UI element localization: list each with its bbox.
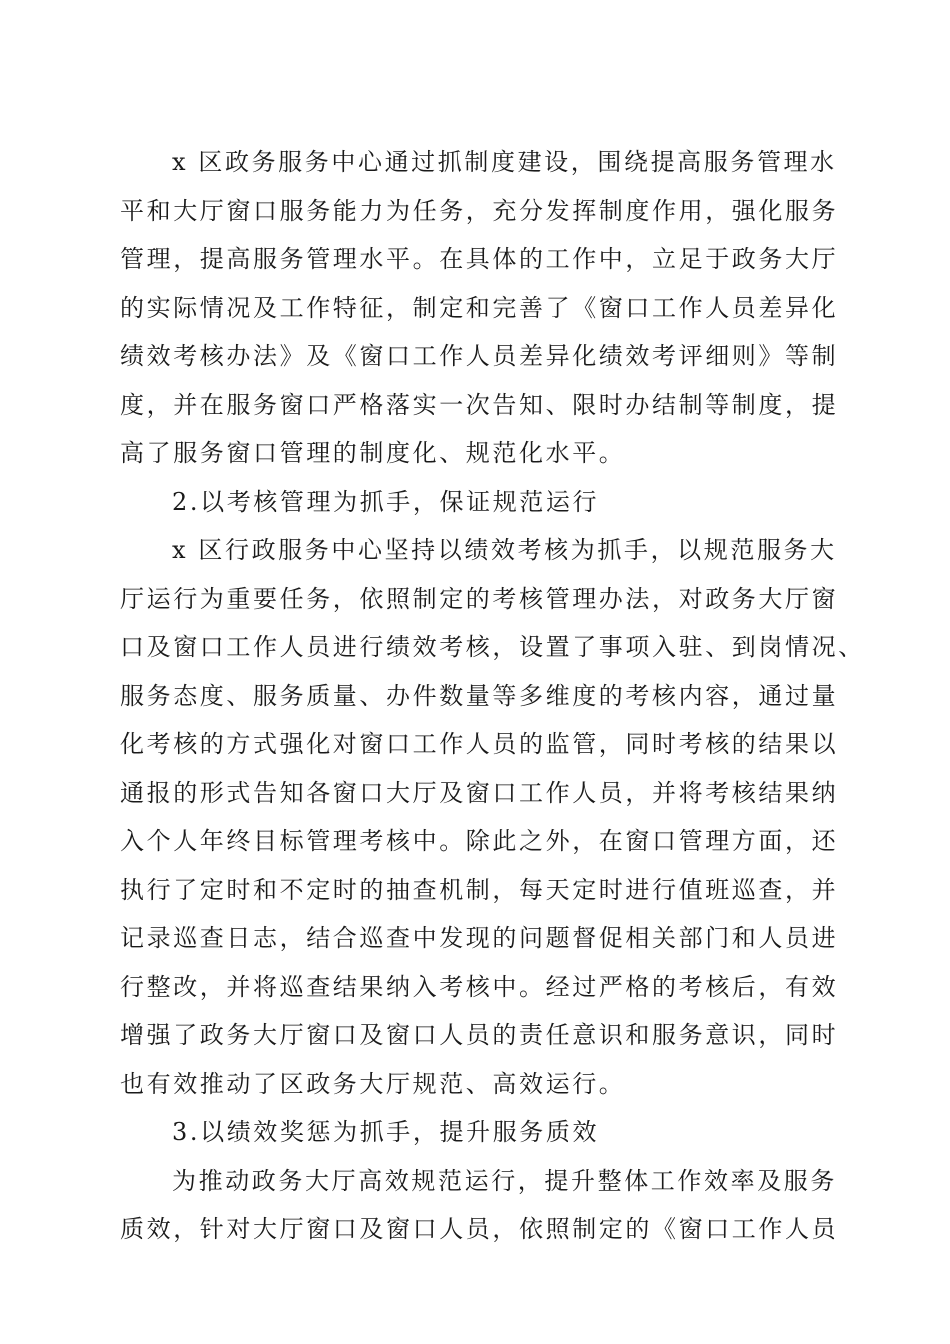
text-line: 的实际情况及工作特征，制定和完善了《窗口工作人员差异化 (120, 293, 839, 322)
section-heading: 3.以绩效奖惩为抓手，提升服务质效 (172, 1118, 600, 1146)
text-line: x 区行政服务中心坚持以绩效考核为抓手，以规范服务大 (172, 536, 837, 564)
text-line: 质效，针对大厅窗口及窗口人员，依照制定的《窗口工作人员 (120, 1215, 839, 1243)
text-line: x 区政务服务中心通过抓制度建设，围绕提高服务管理水 (172, 148, 837, 176)
text-line: 也有效推动了区政务大厅规范、高效运行。 (120, 1069, 626, 1098)
text-line: 管理，提高服务管理水平。在具体的工作中，立足于政务大厅 (120, 245, 839, 273)
text-line: 绩效考核办法》及《窗口工作人员差异化绩效考评细则》等制 (120, 342, 839, 370)
text-line: 行整改，并将巡查结果纳入考核中。经过严格的考核后，有效 (120, 972, 839, 1001)
text-line: 度，并在服务窗口严格落实一次告知、限时办结制等制度，提 (120, 390, 839, 419)
section-heading: 2.以考核管理为抓手，保证规范运行 (172, 487, 600, 516)
text-line: 增强了政务大厅窗口及窗口人员的责任意识和服务意识，同时 (120, 1021, 839, 1049)
text-line: 平和大厅窗口服务能力为任务，充分发挥制度作用，强化服务 (120, 196, 839, 225)
text-line: 执行了定时和不定时的抽查机制，每天定时进行值班巡查，并 (120, 875, 839, 904)
text-line: 记录巡查日志，结合巡查中发现的问题督促相关部门和人员进 (120, 924, 839, 952)
text-line: 入个人年终目标管理考核中。除此之外，在窗口管理方面，还 (120, 827, 839, 855)
text-line: 口及窗口工作人员进行绩效考核，设置了事项入驻、到岗情况、 (120, 633, 865, 661)
text-line: 化考核的方式强化对窗口工作人员的监管，同时考核的结果以 (120, 730, 839, 758)
text-line: 服务态度、服务质量、办件数量等多维度的考核内容，通过量 (120, 681, 839, 710)
body-text (120, 138, 865, 1254)
text-line: 厅运行为重要任务，依照制定的考核管理办法，对政务大厅窗 (120, 584, 839, 613)
text-line: 通报的形式告知各窗口大厅及窗口工作人员，并将考核结果纳 (120, 778, 839, 807)
text-line: 为推动政务大厅高效规范运行，提升整体工作效率及服务 (172, 1166, 837, 1195)
text-line: 高了服务窗口管理的制度化、规范化水平。 (120, 439, 626, 467)
